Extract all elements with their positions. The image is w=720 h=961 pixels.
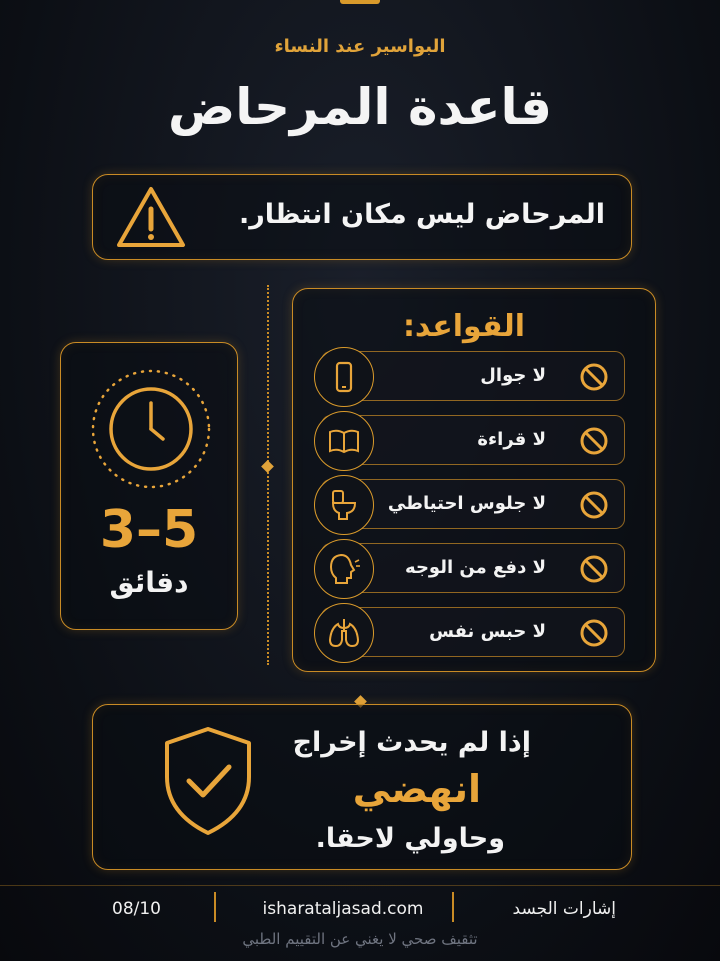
rule-label: لا جلوس احتياطي [387, 493, 546, 514]
ban-icon [578, 425, 610, 457]
website-link[interactable]: isharataljasad.com [262, 899, 424, 919]
rule-label: لا دفع من الوجه [405, 557, 546, 578]
top-accent [340, 0, 380, 4]
action-condition: إذا لم يحدث إخراج [292, 727, 531, 758]
rule-item-pushing [321, 543, 625, 593]
footer-separator [214, 892, 216, 922]
action-box [92, 704, 632, 870]
action-followup: وحاولي لاحقا. [315, 823, 505, 854]
rule-label: لا جوال [480, 365, 546, 386]
rule-item-breath [321, 607, 625, 657]
lungs-icon [314, 603, 374, 663]
rule-item-sitting [321, 479, 625, 529]
page-subtitle: البواسير عند النساء [274, 36, 446, 57]
warning-triangle-icon [115, 185, 187, 251]
minutes-unit: دقائق [109, 566, 189, 599]
book-icon [314, 411, 374, 471]
page-counter: 08/10 [112, 899, 161, 919]
ban-icon [578, 617, 610, 649]
vertical-divider [267, 285, 269, 665]
rule-item-phone [321, 351, 625, 401]
warning-text: المرحاض ليس مكان انتظار. [239, 199, 605, 230]
disclaimer-text: تثقيف صحي لا يغني عن التقييم الطبي [242, 930, 478, 948]
rules-heading: القواعد: [402, 309, 525, 344]
page-title: قاعدة المرحاض [167, 78, 553, 136]
ban-icon [578, 553, 610, 585]
footer-separator [452, 892, 454, 922]
ban-icon [578, 361, 610, 393]
action-highlight: انهضي [352, 767, 481, 811]
ban-icon [578, 489, 610, 521]
warning-box [92, 174, 632, 260]
toilet-icon [314, 475, 374, 535]
phone-icon [314, 347, 374, 407]
rule-label: لا قراءة [477, 429, 546, 450]
minutes-range: 3–5 [99, 500, 199, 560]
footer-divider [0, 885, 720, 886]
divider-diamond [261, 460, 274, 473]
face-push-icon [314, 539, 374, 599]
rules-box [292, 288, 656, 672]
rule-label: لا حبس نفس [429, 621, 546, 642]
clock-icon [89, 367, 213, 491]
rule-item-reading [321, 415, 625, 465]
shield-check-icon [161, 725, 255, 837]
brand-name: إشارات الجسد [512, 899, 616, 919]
